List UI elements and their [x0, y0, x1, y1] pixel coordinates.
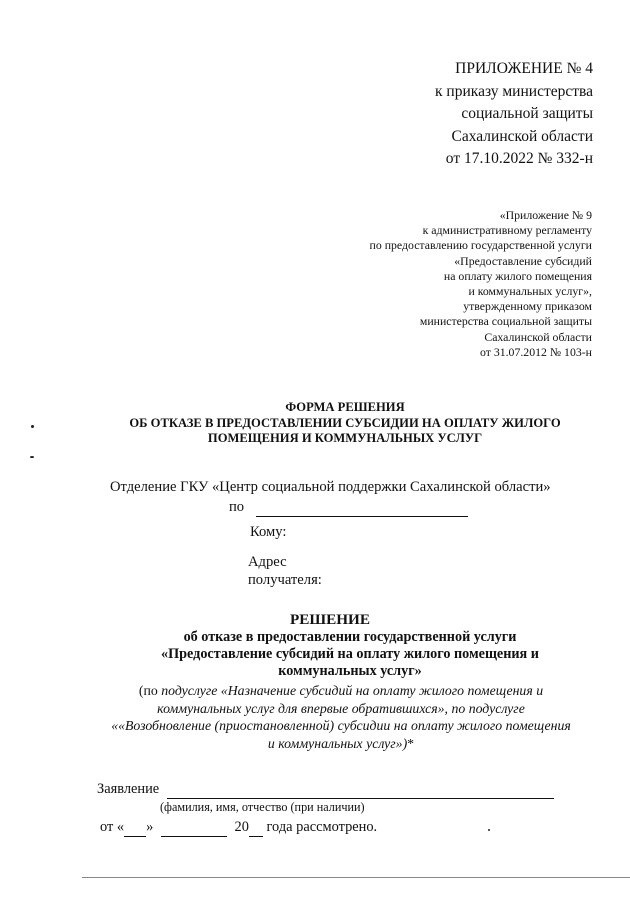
decision-subtitle-line: «Предоставление субсидий на оплату жилого помещения и	[161, 646, 539, 662]
result-text: года рассмотрено.	[266, 819, 378, 835]
note-asterisk: *	[407, 735, 415, 751]
decision-title: РЕШЕНИЕ	[290, 611, 370, 628]
appendix-9-line: «Предоставление субсидий	[454, 253, 592, 268]
note-italic: и коммунальных услуг»)	[267, 735, 408, 751]
decision-subtitle-line: коммунальных услуг»	[278, 663, 422, 679]
recipient-address	[248, 554, 322, 589]
form-title	[95, 400, 595, 447]
appendix-9-line: утвержденному приказом	[463, 299, 592, 314]
po-label: по	[229, 499, 245, 515]
appendix-9-line: «Приложение № 9	[499, 208, 592, 222]
appendix-4-line: ПРИЛОЖЕНИЕ № 4	[455, 60, 593, 77]
note-italic: коммунальных услуг для впервые обратившихся», по подуслуге	[157, 700, 525, 716]
year-field[interactable]	[249, 819, 263, 837]
appendix-9-line: министерства социальной защиты	[419, 314, 592, 329]
note-italic: подуслуге «Назначение субсидий на оплату жилого помещения и	[161, 683, 544, 698]
decision-note-line	[78, 717, 604, 735]
decision-note-line	[78, 682, 604, 700]
form-title-line: ФОРМА РЕШЕНИЯ	[285, 400, 405, 414]
appendix-4-line: к приказу министерства	[435, 82, 593, 100]
date-open: от «	[100, 819, 125, 835]
scan-speck	[31, 425, 34, 428]
appendix-9-line: и коммунальных услуг»,	[468, 284, 592, 299]
note-italic: ««Возобновление (приостановленной) субсидии на оплату жилого помещения	[111, 718, 571, 733]
form-title-line: ПОМЕЩЕНИЯ И КОММУНАЛЬНЫХ УСЛУГ	[207, 431, 483, 445]
appendix-4-block	[435, 58, 593, 171]
statement-label: Заявление	[97, 781, 160, 797]
decision-note-line	[78, 700, 604, 718]
address-label-line2: получателя:	[248, 571, 322, 588]
department-name: Отделение ГКУ «Центр социальной поддержки Сахалинской области»	[110, 479, 551, 495]
appendix-9-line: на оплату жилого помещения	[443, 268, 592, 283]
note-prefix: (по	[138, 683, 162, 698]
po-line	[229, 499, 468, 517]
date-line	[100, 819, 377, 837]
appendix-9-line: по предоставлению государственной услуги	[369, 238, 592, 253]
date-close: »	[146, 819, 154, 835]
appendix-9-block	[370, 208, 592, 360]
decision-subtitle	[100, 629, 600, 680]
appendix-9-line: от 31.07.2012 № 103-н	[479, 344, 592, 359]
page-bottom-rule	[82, 877, 630, 878]
appendix-9-line: Сахалинской области	[484, 329, 592, 344]
month-field[interactable]	[161, 819, 227, 837]
po-blank-field[interactable]	[256, 499, 468, 517]
appendix-9-line: к административному регламенту	[422, 223, 592, 238]
statement-line	[97, 781, 554, 799]
day-field[interactable]	[124, 819, 146, 837]
scan-speck	[488, 829, 490, 831]
scan-speck	[30, 456, 34, 458]
applicant-name-field[interactable]	[167, 781, 554, 799]
recipient-label: Кому:	[250, 524, 287, 540]
decision-note	[78, 682, 604, 752]
decision-subtitle-line: об отказе в предоставлении государственной услуги	[183, 629, 517, 645]
year-prefix: 20	[234, 819, 249, 835]
appendix-4-line: от 17.10.2022 № 332-н	[445, 150, 593, 167]
address-label-line1: Адрес	[248, 554, 287, 570]
applicant-name-caption: (фамилия, имя, отчество (при наличии)	[160, 800, 365, 814]
form-title-line: ОБ ОТКАЗЕ В ПРЕДОСТАВЛЕНИИ СУБСИДИИ НА ОПЛАТУ ЖИЛОГО	[129, 415, 561, 430]
decision-note-line	[78, 735, 604, 753]
appendix-4-line: социальной защиты	[461, 105, 593, 122]
appendix-4-line: Сахалинской области	[451, 127, 593, 145]
